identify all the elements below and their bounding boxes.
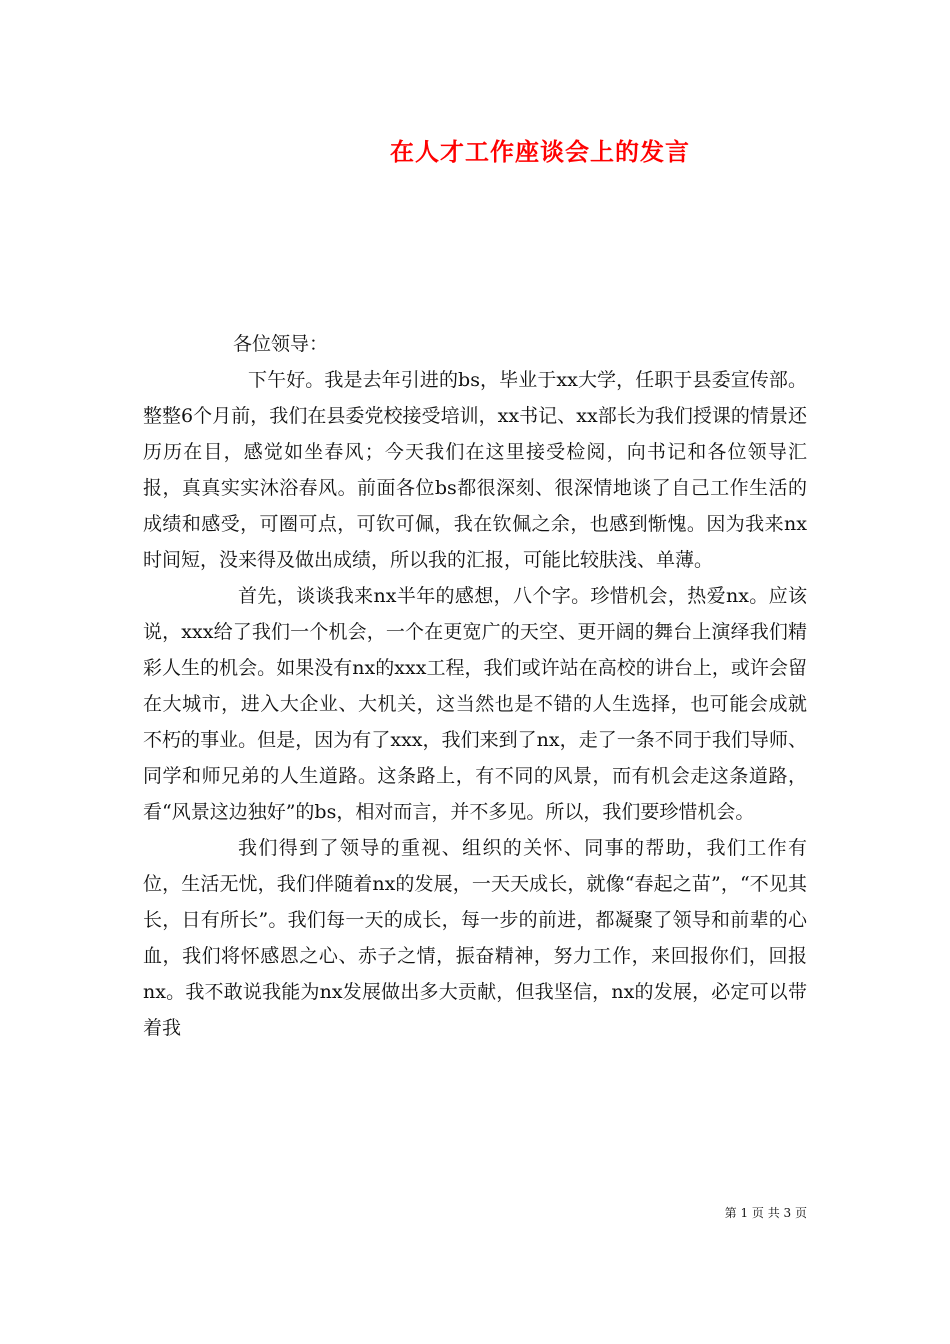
paragraph-1: 下午好。我是去年引进的bs，毕业于xx大学，任职于县委宣传部。整整6个月前，我们在县委党校接受培训，xx书记、xx部长为我们授课的情景还历历在目，感觉如坐春风；今天我们在这里接受检阅，向书记和各位领导汇报，真真实实沐浴春风。前面各位bs都很深刻、很深情地谈了自己工作生活的成绩和感受，可圈可点，可钦可佩，我在钦佩之余，也感到惭愧。因为我来nx时间短，没来得及做出成绩，所以我的汇报，可能比较肤浅、单薄。 [143,369,807,571]
document-title: 在人才工作座谈会上的发言 [390,137,690,166]
page-number-footer: 第 1 页 共 3 页 [724,1206,807,1220]
salutation: 各位领导： [233,333,329,355]
paragraph-3: 我们得到了领导的重视、组织的关怀、同事的帮助，我们工作有位，生活无忧，我们伴随着nx的发展，一天天成长，就像“春起之苗”，“不见其长，日有所长”。我们每一天的成长，每一步的前进，都凝聚了领导和前辈的心血，我们将怀感恩之心、赤子之情，振奋精神，努力工作，来回报你们，回报nx。我不敢说我能为nx发展做出多大贡献，但我坚信，nx的发展，必定可以带着我 [143,837,807,1039]
document-body [143,326,807,1046]
paragraph-2: 首先，谈谈我来nx半年的感想，八个字。珍惜机会，热爱nx。应该说，xxx给了我们一个机会，一个在更宽广的天空、更开阔的舞台上演绎我们精彩人生的机会。如果没有nx的xxx工程，我们或许站在高校的讲台上，或许会留在大城市，进入大企业、大机关，这当然也是不错的人生选择，也可能会成就不朽的事业。但是，因为有了xxx，我们来到了nx，走了一条不同于我们导师、同学和师兄弟的人生道路。这条路上，有不同的风景，而有机会走这条道路，看“风景这边独好”的bs，相对而言，并不多见。所以，我们要珍惜机会。 [143,585,807,823]
